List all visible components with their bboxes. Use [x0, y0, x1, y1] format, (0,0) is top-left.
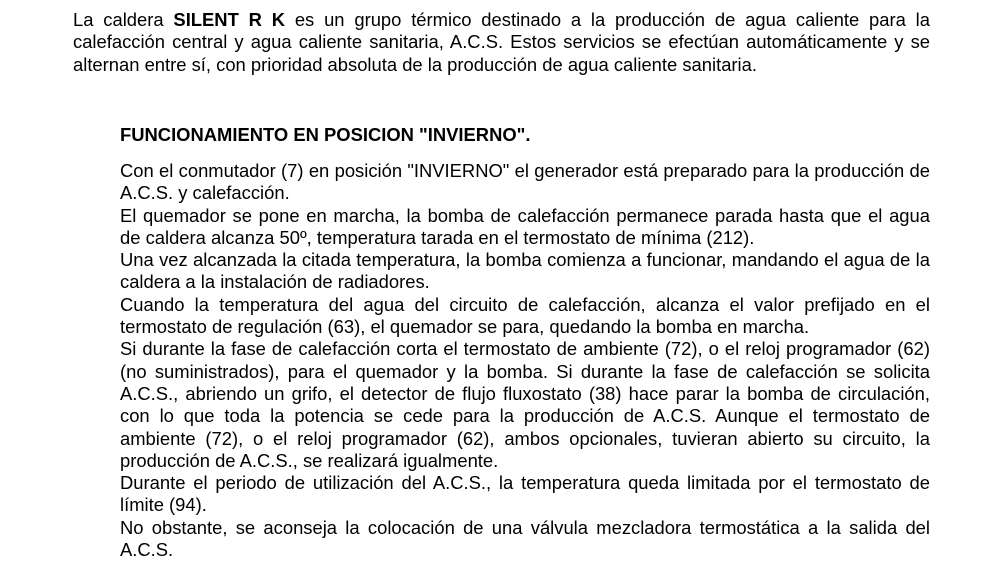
- section-title: FUNCIONAMIENTO EN POSICION "INVIERNO".: [120, 124, 531, 145]
- body-paragraph-ambiente: Si durante la fase de calefacción corta el termostato de ambiente (72), o el reloj programador (62)(no suministrados), para el quemador y la bomba. Si durante la fase de calefacción se solicita A.C.S., abriendo un grifo, el detector de flujo fluxostato (38) hace parar la bomba de circulación, con lo que toda la potencia se cede para la producción de A.C.S. Aunque el termostato de ambiente (72), o el reloj programador (62), ambos opcionales, tuvieran abierto su circuito, la producción de A.C.S., se realizará igualmente.: [120, 338, 930, 471]
- intro-paragraph: [73, 9, 930, 76]
- body-paragraph-quemador: El quemador se pone en marcha, la bomba de calefacción permanece parada hasta que el agua de caldera alcanza 50º, temperatura tarada en el termostato de mínima (212).: [120, 204, 930, 248]
- intro-prefix: La caldera: [73, 9, 174, 30]
- product-name: SILENT R K: [173, 9, 286, 30]
- body-paragraph-regulacion: Cuando la temperatura del agua del circuito de calefacción, alcanza el valor prefijado en el termostato de regulación (63), el quemador se para, quedando la bomba en marcha.: [120, 293, 930, 338]
- body-paragraph-limite: Durante el periodo de utilización del A.C.S., la temperatura queda limitada por el termostato de límite (94).: [120, 472, 930, 516]
- section-body: [120, 160, 930, 561]
- intro-suffix: es un grupo térmico destinado a la producción de agua caliente para la calefacción central y agua caliente sanitaria, A.C.S. Estos servicios se efectúan automáticamente y se alternan entre sí, con prioridad absoluta de la producción de agua caliente sanitaria.: [73, 9, 930, 75]
- body-paragraph-conmutador: Con el conmutador (7) en posición "INVIERNO" el generador está preparado para la producción de A.C.S. y calefacción.: [120, 160, 930, 204]
- body-paragraph-bomba: Una vez alcanzada la citada temperatura, la bomba comienza a funcionar, mandando el agua de la caldera a la instalación de radiadores.: [120, 249, 930, 293]
- body-paragraph-valvula: No obstante, se aconseja la colocación de una válvula mezcladora termostática a la salida del A.C.S.: [120, 516, 930, 561]
